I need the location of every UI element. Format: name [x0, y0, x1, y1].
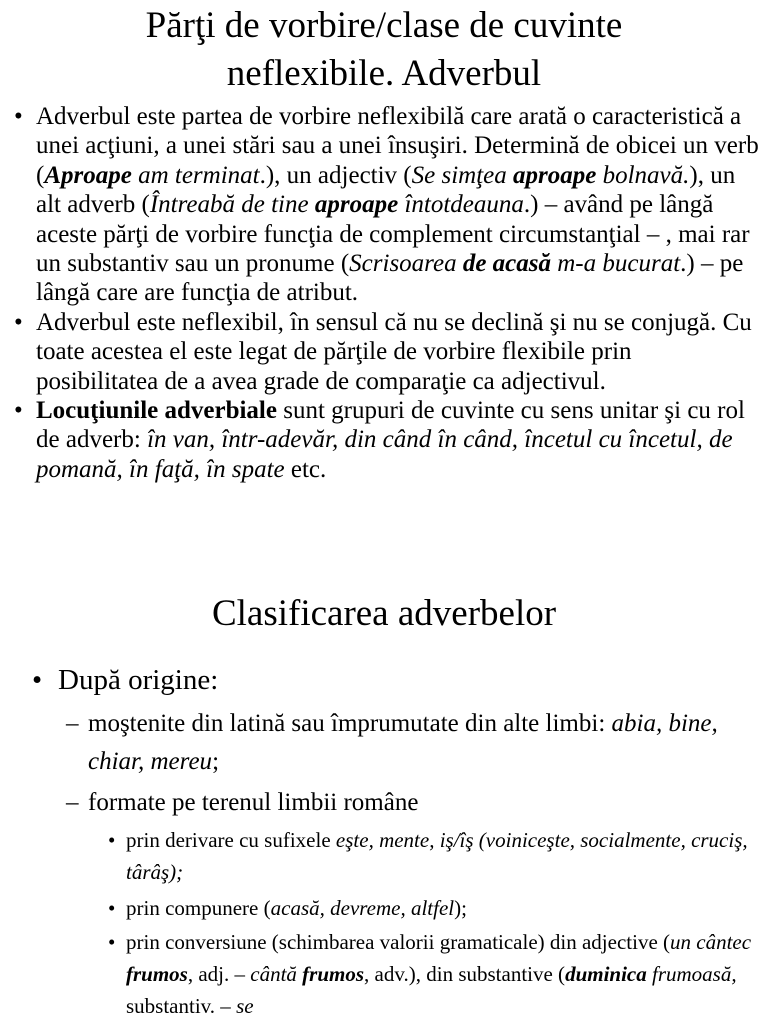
item-conversion: • prin conversiune (schimbarea valorii gramaticale) din adjective (un cântec frumos, adj. – cântă frumos, adv.), din substantive (duminica frumoasă, substantiv. – se — [108, 926, 758, 1022]
item-composition: • prin compunere (acasă, devreme, altfel); — [108, 892, 758, 924]
sub-item-inherited: – moştenite din latină sau împrumutate din alte limbi: abia, bine, chiar, mereu; — [66, 705, 756, 781]
sub-item-formed: – formate pe terenul limbii române — [66, 784, 756, 822]
bullet-icon: • — [108, 930, 116, 954]
page-title-line-2: neflexibile. Adverbul — [226, 53, 542, 94]
item-derivation: • prin derivare cu sufixele eşte, mente, iş/îş (voiniceşte, socialmente, cruciş, târâş); — [108, 824, 758, 888]
bullet-icon: • — [32, 664, 43, 696]
dash-icon: – — [66, 789, 79, 816]
page-title-line-1: Părţi de vorbire/clase de cuvinte — [145, 5, 623, 46]
list-item-definition: • Adverbul este partea de vorbire neflexibilă care arată o caracteristică a unei acţiuni, a unei stări sau a unei însuşiri. Determină de obicei un verb (Aproape am terminat.), un adjectiv (Se simţea aproape bolnavă.), un alt adverb (Întreabă de tine aproape întotdeauna.) – având pe lângă aceste părţi de vorbire funcţia de complement circumstanţial – , mai rar un substantiv sau un pronume (Scrisoarea de acasă m-a bucurat.) – pe lângă care are funcţia de atribut. — [14, 103, 759, 307]
list-item-adverbial-phrases: • Locuţiunile adverbiale sunt grupuri de cuvinte cu sens unitar şi cu rol de adverb: în van, într-adevăr, din când în când, încetul cu încetul, de pomană, în faţă, în spate etc. — [14, 397, 745, 483]
dash-icon: – — [66, 710, 79, 737]
page-title — [0, 2, 768, 98]
bullet-icon: • — [14, 308, 23, 336]
adverb-definition-list — [14, 102, 759, 484]
bullet-icon: • — [108, 896, 116, 920]
section-title-classification: Clasificarea adverbelor — [211, 593, 557, 634]
list-item-inflexibility: • Adverbul este neflexibil, în sensul că nu se declină şi nu se conjugă. Cu toate acestea el este legat de părţile de vorbire flexibile prin posibilitatea de a avea grade de comparaţie ca adjectivul. — [14, 308, 752, 395]
bullet-icon: • — [108, 828, 116, 852]
bullet-icon: • — [14, 397, 23, 425]
bullet-icon: • — [14, 103, 23, 130]
origin-heading: • După origine: — [32, 664, 219, 696]
